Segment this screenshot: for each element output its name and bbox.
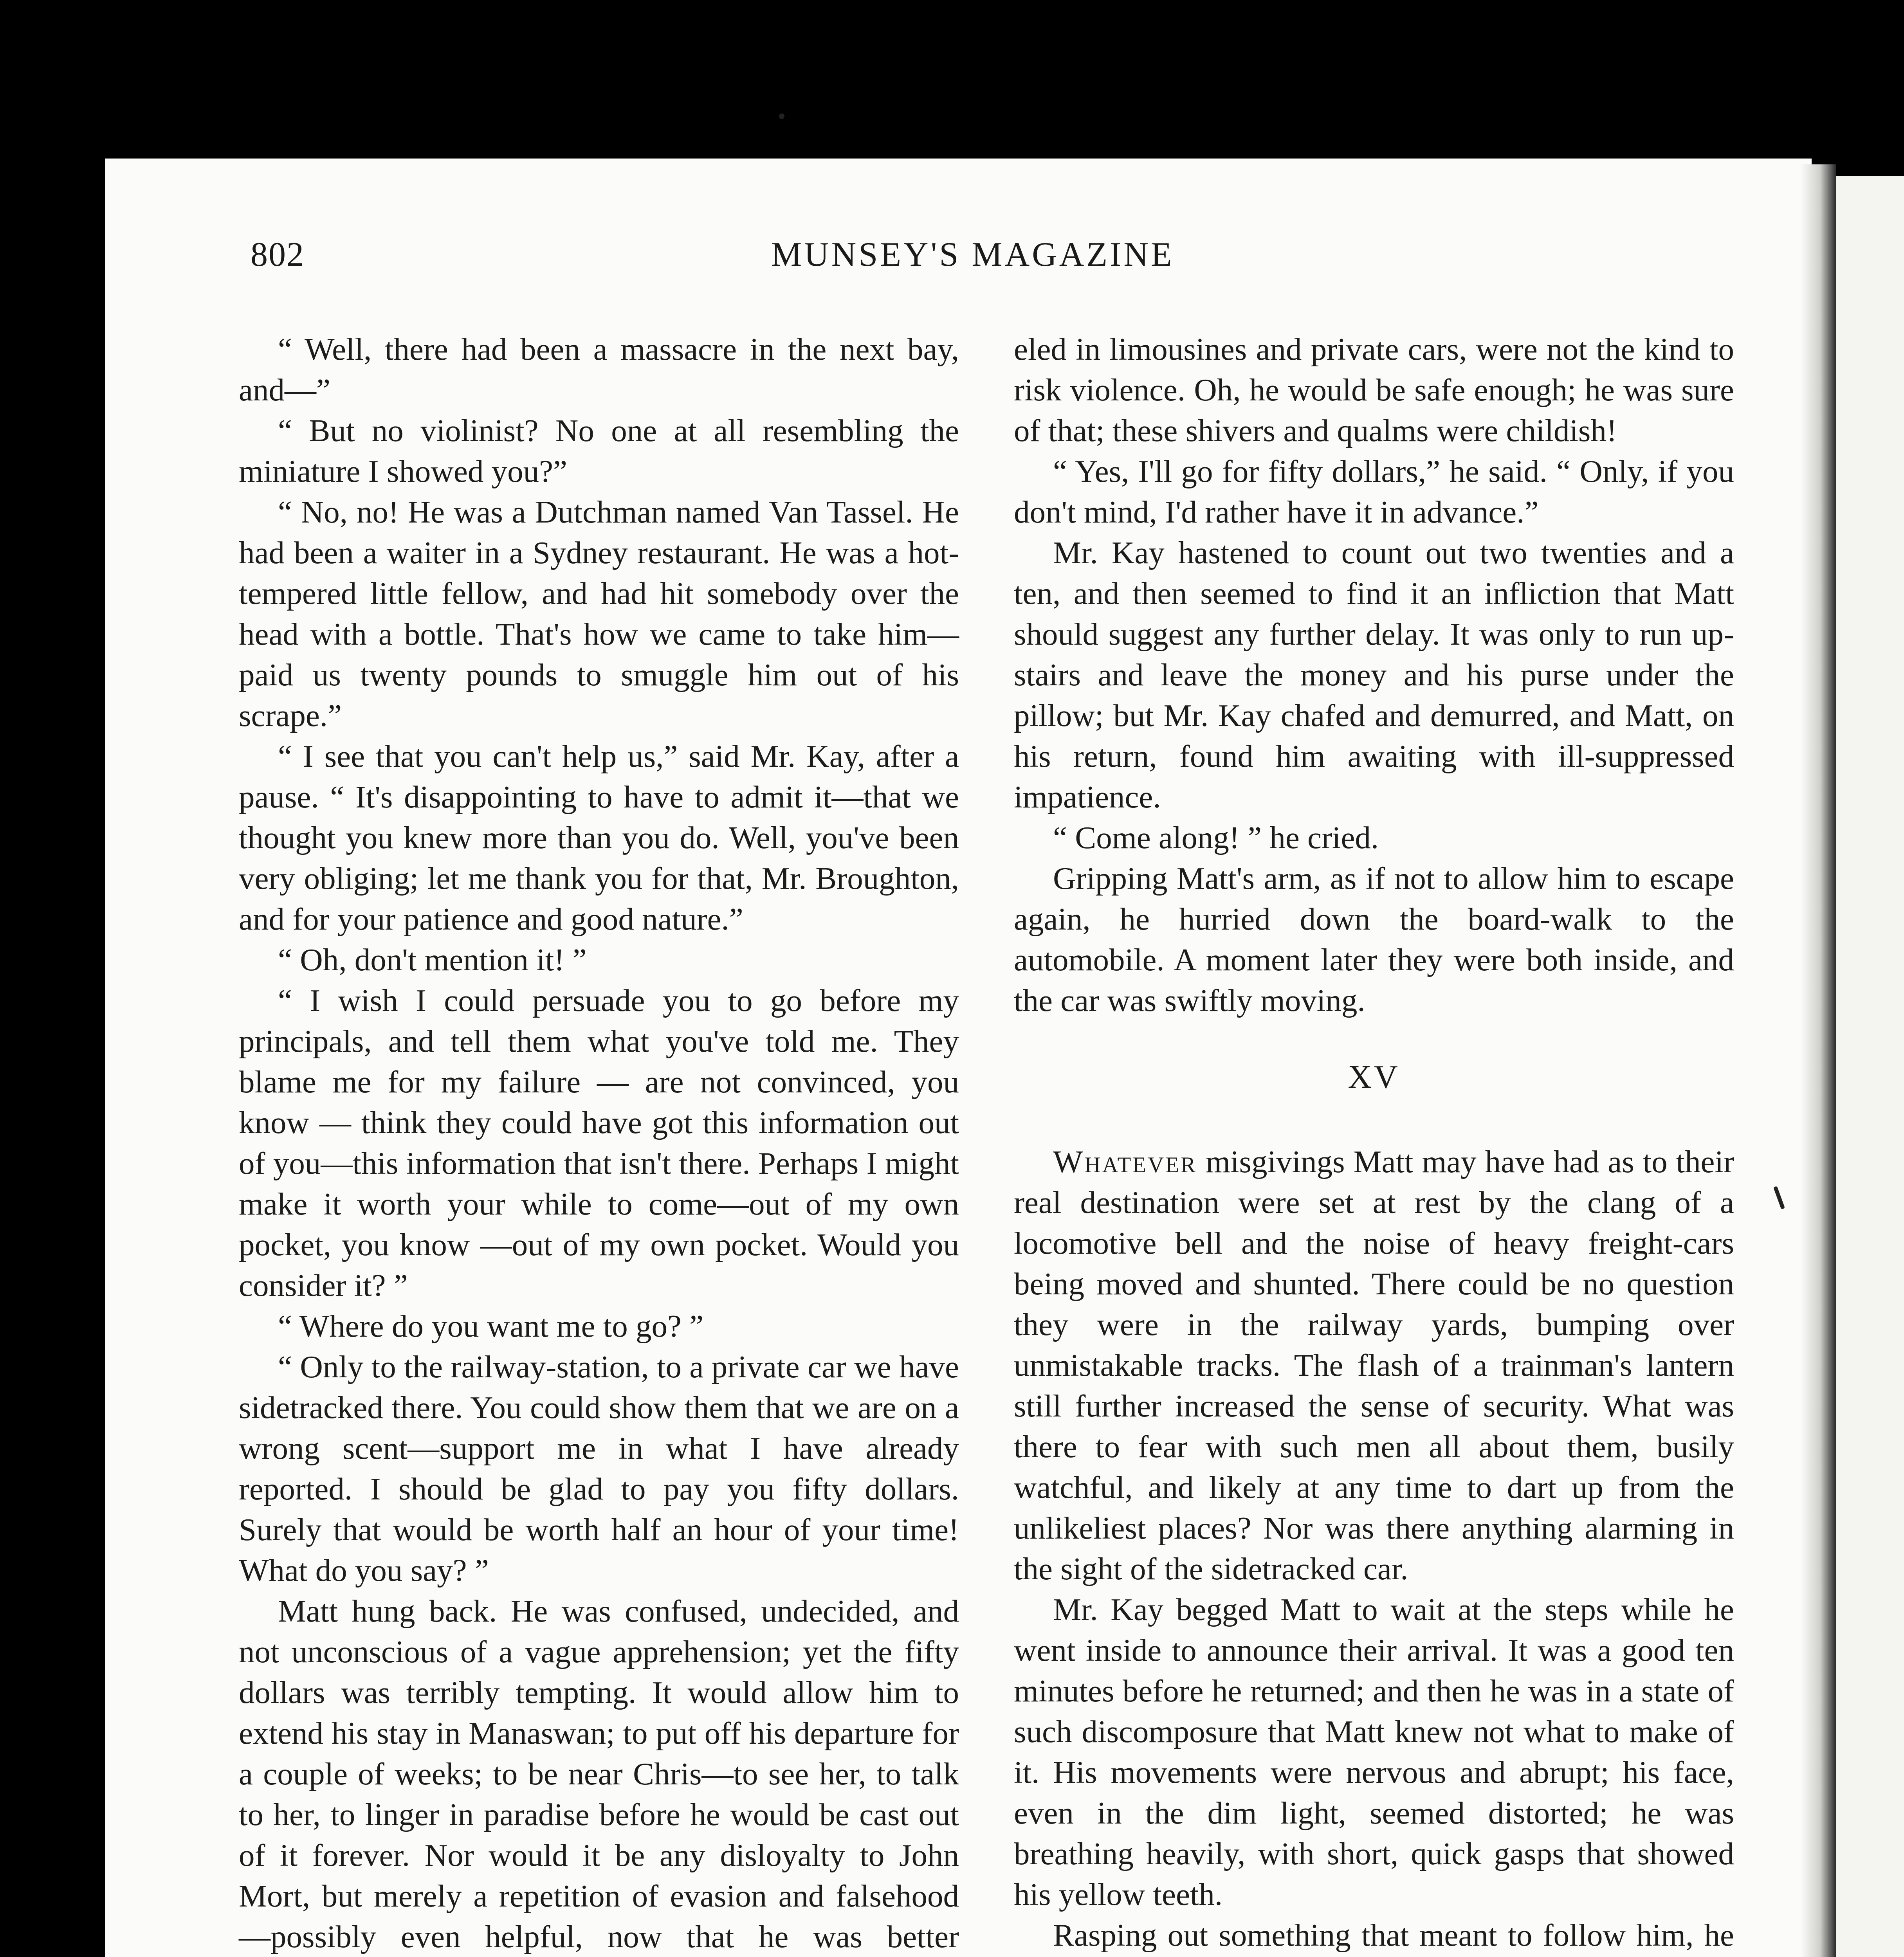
chapter-opening-paragraph — [1014, 1141, 1734, 1589]
paragraph: Gripping Matt's arm, as if not to allow him to escape again, he hurried down the board-walk to the automobile. A moment later they were both inside, and the car was swiftly moving. — [1014, 861, 1734, 1018]
paragraph: “ No, no! He was a Dutchman named Van Tassel. He had been a waiter in a Sydney restaurant. He was a hot-tempered little fellow, and had hit somebody over the head with a bottle. That's how we came to take him—paid us twenty pounds to smuggle him out of his scrape.” — [239, 494, 959, 733]
right-column — [1014, 329, 1734, 1957]
scan-speck — [779, 114, 784, 119]
paragraph: Matt hung back. He was confused, undecided, and not unconscious of a vague apprehension; yet the fifty dollars was terribly tempting. It would allow him to extend his stay in Manaswan; to put off his departure for a couple of weeks; to be near Chris—to see her, to talk to her, to linger in paradise before he would be cast out of it forever. Nor would it be any disloyalty to John Mort, but merely a repetition of evasion and falsehood—possibly even helpful, now that he was better — [239, 1593, 959, 1954]
running-head — [251, 235, 1769, 282]
chapter-heading: XV — [1348, 1059, 1400, 1095]
left-column — [239, 329, 959, 1957]
next-page-edge — [1836, 176, 1904, 1957]
paragraph: “ Oh, don't mention it! ” — [278, 942, 587, 977]
paragraph: “ Yes, I'll go for fifty dollars,” he said. “ Only, if you don't mind, I'd rather have it in advance.” — [1014, 454, 1734, 530]
paragraph: Mr. Kay begged Matt to wait at the steps while he went inside to announce their arrival. It was a good ten minutes before he returned; and then he was in a state of such discomposure that Matt knew not what to make of it. His movements were nervous and abrupt; his face, even in the dim light, seemed distorted; he was breathing heavily, with short, quick gasps that showed his yellow teeth. — [1014, 1592, 1734, 1912]
paragraph: “ Come along! ” he cried. — [1053, 820, 1379, 855]
paragraph: Rasping out something that meant to follow him, he — [1053, 1917, 1734, 1953]
page-gutter — [1801, 164, 1836, 1957]
page-number: 802 — [251, 236, 305, 274]
paragraph: “ Only to the railway-station, to a private car we have sidetracked there. You could show them that we are on a wrong scent—support me in what I have already reported. I should be glad to pay you fifty dollars. Surely that would be worth half an hour of your time! What do you say? ” — [239, 1349, 959, 1588]
paragraph: “ Well, there had been a massacre in the next bay, and—” — [239, 332, 959, 407]
magazine-title: MUNSEY'S MAGAZINE — [771, 236, 1174, 274]
paragraph: eled in limousines and private cars, were not the kind to risk violence. Oh, he would be safe enough; he was sure of that; these shivers and qualms were childish! — [1014, 332, 1734, 448]
paragraph: “ I wish I could persuade you to go before my principals, and tell them what you've told me. They blame me for my failure — are not convinced, you know — think they could have got this information out of you—this information that isn't there. Perhaps I might make it worth your while to come—out of my own pocket, you know —out of my own pocket. Would you consider it? ” — [239, 983, 959, 1303]
opening-word: Whatever — [1053, 1144, 1197, 1179]
paragraph: Mr. Kay hastened to count out two twenties and a ten, and then seemed to find it an infliction that Matt should suggest any further delay. It was only to run up-stairs and leave the money and his purse under the pillow; but Mr. Kay chafed and demurred, and Matt, on his return, found him awaiting with ill-suppressed impatience. — [1014, 535, 1734, 815]
paragraph: “ Where do you want me to go? ” — [278, 1308, 704, 1344]
opening-text: misgivings Matt may have had as to their real destination were set at rest by the clang of a locomotive bell and the noise of heavy freight-cars being moved and shunted. There could be no question they were in the railway yards, bumping over unmistakable tracks. The flash of a trainman's lantern still further increased the sense of security. What was there to fear with such men all about them, busily watchful, and likely at any time to dart up from the unlikeliest places? Nor was there anything alarming in the sight of the sidetracked car. — [1014, 1144, 1734, 1586]
paragraph: “ But no violinist? No one at all resembling the miniature I showed you?” — [239, 413, 959, 489]
paragraph: “ I see that you can't help us,” said Mr. Kay, after a pause. “ It's disappointing to have to admit it—that we thought you knew more than you do. Well, you've been very obliging; let me thank you for that, Mr. Broughton, and for your patience and good nature.” — [239, 739, 959, 937]
